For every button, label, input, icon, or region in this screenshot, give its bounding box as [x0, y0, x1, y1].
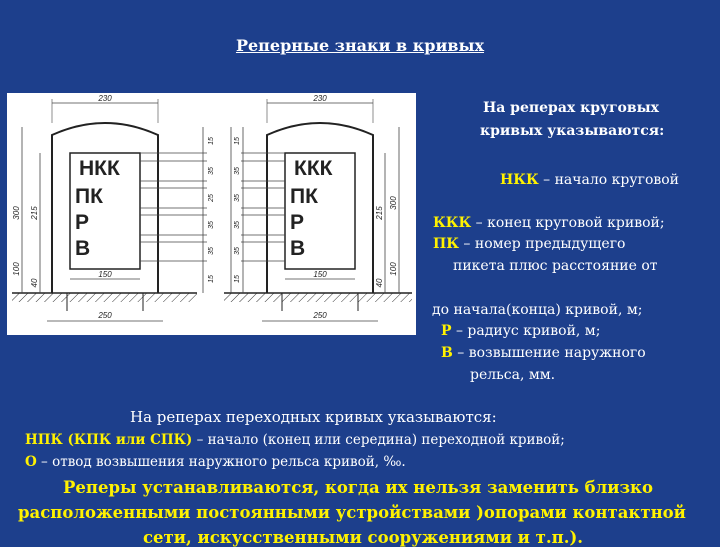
slide-title: Реперные знаки в кривых — [235, 36, 485, 55]
left-dim-inner: 150 — [98, 270, 112, 279]
right-dim-h1: 300 — [389, 196, 398, 210]
pk-text: – номер предыдущего — [458, 236, 626, 252]
npk-text: – начало (конец или середина) переходной кривой; — [192, 432, 565, 448]
left-dim-h4: 40 — [30, 278, 39, 288]
transition-heading: На реперах переходных кривых указываются: — [130, 408, 497, 426]
nkk-abbr: НКК — [500, 172, 539, 188]
right-line-1: ККК — [294, 157, 333, 180]
right-dim-sp-e: 35 — [234, 247, 241, 255]
kkk-abbr: ККК — [433, 215, 472, 231]
left-dim-sp-d: 35 — [208, 221, 215, 229]
r-abbr: Р — [441, 323, 452, 339]
left-line-3: Р — [75, 211, 90, 234]
right-dim-bottom: 250 — [313, 311, 327, 320]
benchmark-drawing — [7, 93, 416, 335]
left-dim-top: 230 — [98, 94, 112, 103]
left-dim-sp-f: 15 — [208, 275, 215, 283]
v-item — [441, 345, 646, 361]
left-dim-sp-e: 35 — [208, 247, 215, 255]
left-dim-sp-b: 35 — [208, 167, 215, 175]
right-dim-sp-b: 35 — [234, 167, 241, 175]
pk-abbr: ПК — [433, 236, 459, 252]
o-item — [25, 454, 406, 470]
kkk-item — [433, 215, 665, 231]
left-dim-h2: 215 — [30, 206, 39, 220]
right-dim-top: 230 — [313, 94, 327, 103]
o-text: – отвод возвышения наружного рельса кривой, ‰. — [36, 454, 406, 470]
r-item — [441, 323, 600, 339]
left-dim-h3: 100 — [12, 262, 21, 276]
v-text-2: рельса, мм. — [470, 367, 556, 383]
left-line-4: В — [75, 237, 91, 260]
kkk-text: – конец круговой кривой; — [471, 215, 665, 231]
left-line-1: НКК — [79, 157, 120, 180]
nkk-item — [500, 172, 679, 188]
npk-item — [25, 432, 565, 448]
pk-item — [433, 236, 625, 252]
v-text: – возвышение наружного — [452, 345, 646, 361]
v-abbr: В — [441, 345, 453, 361]
npk-abbr: НПК (КПК или СПК) — [25, 432, 193, 448]
pk-text-3: до начала(конца) кривой, м; — [432, 302, 643, 318]
nkk-text: – начало круговой — [538, 172, 680, 188]
left-ground — [12, 293, 197, 302]
left-line-2: ПК — [75, 185, 103, 208]
footer-line-3: сети, искусственными сооружениями и т.п.). — [143, 528, 584, 547]
right-sign — [224, 94, 412, 321]
right-dim-h2: 215 — [375, 206, 384, 220]
footer-line-2: расположенными постоянными устройствами )опорами контактной — [18, 503, 686, 522]
circular-heading-1: На реперах круговых — [483, 100, 659, 116]
left-dim-sp-c: 25 — [208, 194, 215, 202]
left-dim-h1: 300 — [12, 206, 21, 220]
right-line-2: ПК — [290, 185, 318, 208]
right-dim-sp-a: 15 — [234, 137, 241, 145]
right-dim-h3: 100 — [389, 262, 398, 276]
right-dim-sp-d: 35 — [234, 221, 241, 229]
circular-heading-2: кривых указываются: — [480, 123, 665, 139]
o-abbr: О — [25, 454, 37, 470]
left-sign — [12, 94, 215, 321]
right-line-3: Р — [290, 211, 305, 234]
right-dim-inner: 150 — [313, 270, 327, 279]
footer-line-1: Реперы устанавливаются, когда их нельзя заменить близко — [63, 478, 653, 497]
right-ground — [224, 293, 412, 302]
right-dim-h4: 40 — [375, 278, 384, 288]
right-dim-sp-c: 35 — [234, 194, 241, 202]
left-dim-bottom: 250 — [98, 311, 112, 320]
r-text: – радиус кривой, м; — [451, 323, 601, 339]
right-line-4: В — [290, 237, 306, 260]
right-dim-sp-f: 15 — [234, 275, 241, 283]
left-dim-sp-a: 15 — [208, 137, 215, 145]
pk-text-2: пикета плюс расстояние от — [453, 258, 658, 274]
